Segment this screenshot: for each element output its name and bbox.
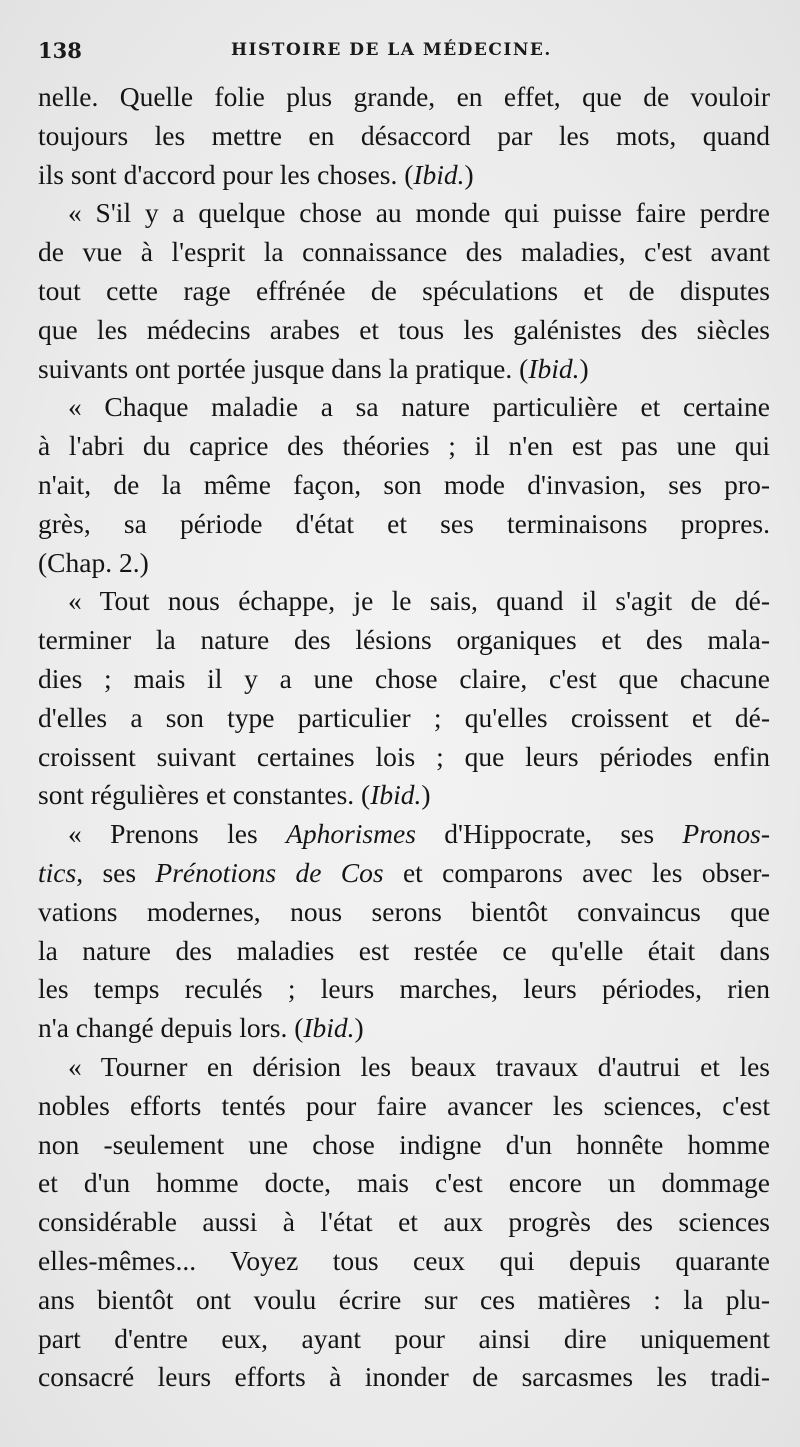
text-line: sont régulières et constantes. (Ibid.) [38,779,431,811]
text-line: de vue à l'esprit la connaissance des maladies, c'est avant [38,236,770,268]
book-title-prenotions: Prénotions de Cos [155,856,384,888]
page-number: 138 [38,38,82,63]
text-line: (Chap. 2.) [38,546,149,578]
text-line: toujours les mettre en désaccord par les mots, quand [38,119,770,151]
text-line: « S'il y a quelque chose au monde qui puisse faire perdre [68,197,770,229]
text-line: elles-mêmes... Voyez tous ceux qui depuis quarante [38,1244,770,1276]
text-line: tout cette rage effrénée de spéculations et de disputes [38,274,770,306]
text-line: et d'un homme docte, mais c'est encore un dommage [38,1167,770,1199]
text-line: « Chaque maladie a sa nature particulière et certaine [68,391,770,423]
text-line: « Tourner en dérision les beaux travaux d'autrui et les [68,1050,770,1082]
text-line: non -seulement une chose indigne d'un honnête homme [38,1128,770,1160]
text-line: terminer la nature des lésions organiques et des mala- [38,624,770,656]
text-line: n'ait, de la même façon, son mode d'invasion, ses pro- [38,468,770,500]
text-line: tics, ses Prénotions de Cos et comparons avec les obser- [38,856,770,888]
text-line: les temps reculés ; leurs marches, leurs périodes, rien [38,973,770,1005]
citation-ibid: Ibid. [303,1012,355,1044]
page-header [38,38,770,68]
body-text [38,78,770,1397]
text-line: dies ; mais il y a une chose claire, c'est que chacune [38,662,770,694]
text-line: à l'abri du caprice des théories ; il n'en est pas une qui [38,430,770,462]
running-head: HISTOIRE DE LA MÉDECINE. [231,40,552,60]
text-line: d'elles a son type particulier ; qu'elles croissent et dé- [38,701,770,733]
text-line: part d'entre eux, ayant pour ainsi dire uniquement [38,1322,770,1354]
text-line: la nature des maladies est restée ce qu'elle était dans [38,934,770,966]
book-title-pronostics: Pronos- [682,818,770,850]
book-title-pronostics-cont: tics [38,856,77,888]
text-line: « Tout nous échappe, je le sais, quand il s'agit de dé- [68,585,770,617]
text-line: suivants ont portée jusque dans la pratique. (Ibid.) [38,352,589,384]
text-line: croissent suivant certaines lois ; que leurs périodes enfin [38,740,770,772]
text-line: « Prenons les Aphorismes d'Hippocrate, ses Pronos- [68,818,770,850]
book-title-aphorismes: Aphorismes [286,818,416,850]
text-line: nobles efforts tentés pour faire avancer les sciences, c'est [38,1089,770,1121]
citation-ibid: Ibid. [413,158,465,190]
text-line: ils sont d'accord pour les choses. (Ibid.) [38,158,474,190]
text-line: consacré leurs efforts à inonder de sarcasmes les tradi- [38,1361,770,1393]
citation-ibid: Ibid. [370,779,422,811]
text-line: vations modernes, nous serons bientôt convaincus que [38,895,770,927]
text-line: nelle. Quelle folie plus grande, en effet, que de vouloir [38,81,770,112]
text-line: n'a changé depuis lors. (Ibid.) [38,1012,364,1044]
citation-ibid: Ibid. [528,352,580,384]
text-line: grès, sa période d'état et ses terminaisons propres. [38,507,770,539]
text-line: ans bientôt ont voulu écrire sur ces matières : la plu- [38,1283,770,1315]
text-line: que les médecins arabes et tous les galénistes des siècles [38,313,770,345]
text-line: considérable aussi à l'état et aux progrès des sciences [38,1206,770,1238]
